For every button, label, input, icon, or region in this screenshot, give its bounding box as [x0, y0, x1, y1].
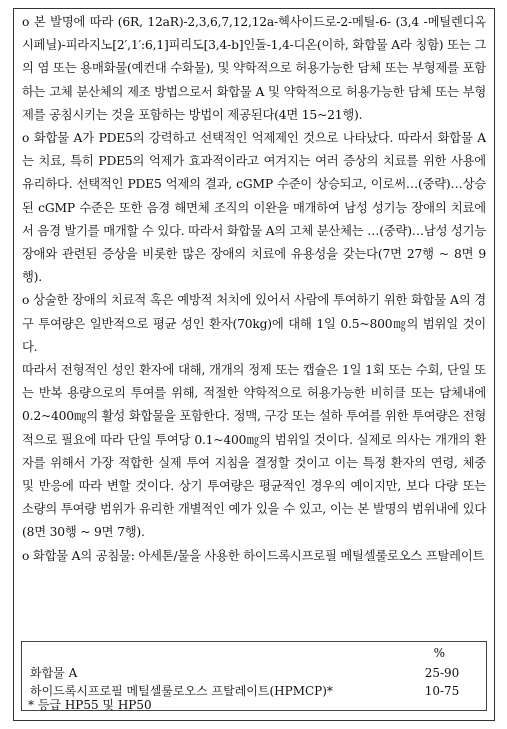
- table-footnote-row: [28, 696, 468, 714]
- document-body: [22, 11, 486, 568]
- row-label: 하이드록시프로필 메틸셀룰로오스 프탈레이트(HPMCP)*: [30, 684, 333, 698]
- unit-header: %: [433, 646, 445, 660]
- table-row: [30, 664, 468, 682]
- row-value: 10-75: [424, 684, 460, 698]
- row-value: 25-90: [424, 666, 460, 680]
- row-label: 화합물 A: [30, 666, 78, 680]
- paragraph-preparation-method: o 본 발명에 따라 (6R, 12aR)-2,3,6,7,12,12a-헥사이드로-2-메틸-6- (3,4 -메틸렌디옥시페닐)-피라지노[2′,1′:6,1]피리도[3,4-b]인돌-1,4-디온(이하, 화합물 A라 칭함) 또는 그의 염 또는 용매화물(예컨대 수화물), 및 약학적으로 허용가능한 담체 또는 부형제를 포함하는 고체 분산체의 제조 방법으로서 화합물 A 및 약학적으로 허용가능한 담체 또는 부형제를 공침시키는 것을 포함하는 방법이 제공된다(4면 15~21행).: [22, 15, 486, 122]
- composition-table: [21, 641, 487, 711]
- table-footnote: * 등급 HP55 및 HP50: [28, 698, 152, 712]
- paragraph-dosage-details: 따라서 전형적인 성인 환자에 대해, 개개의 정제 또는 캡슐은 1일 1회 또는 수회, 단일 또는 반복 용량으로의 투여를 위해, 적절한 약학적으로 허용가능한 비히클 또는 담체내에 0.2~400㎎의 활성 화합물을 포함한다. 정맥, 구강 또는 설하 투여를 위한 투여량은 전형적으로 필요에 따라 단일 투여당 0.1~400㎎의 범위일 것이다. 실제로 의사는 개개의 환자를 위해서 가장 적합한 실제 투여 지침을 결정할 것이고 이는 특정 환자의 연령, 체중 및 반응에 따라 변할 것이다. 상기 투여량은 평균적인 경우의 예이지만, 보다 다량 또는 소량의 투여량 범위가 유리한 개별적인 예가 있을 수 있고, 이는 본 발명의 범위내에 있다(8면 30행 ~ 9면 7행).: [22, 363, 486, 540]
- paragraph-oral-dose: o 상술한 장애의 치료적 혹은 예방적 처치에 있어서 사람에 투여하기 위한 화합물 A의 경구 투여량은 일반적으로 평균 성인 환자(70kg)에 대해 1일 0.5~800㎎의 범위일 것이다.: [22, 293, 486, 354]
- paragraph-coprecipitate: o 화합물 A의 공침물: 아세톤/물을 사용한 하이드록시프로필 메틸셀룰로오스 프탈레이트: [22, 548, 485, 563]
- paragraph-pde5-inhibitor: o 화합물 A가 PDE5의 강력하고 선택적인 억제제인 것으로 나타났다. 따라서 화합물 A는 치료, 특히 PDE5의 억제가 효과적이라고 여겨지는 여러 증상의 치료를 위한 사용에 유리하다. 선택적인 PDE5 억제의 결과, cGMP 수준이 상승되고, 이로써…(중략)…상승된 cGMP 수준은 또한 음경 해면체 조직의 이완을 매개하여 남성 성기능 장애의 치료에서 음경 발기를 매개할 수 있다. 따라서 화합물 A의 고체 분산체는 …(중략)…남성 성기능 장애와 관련된 증상을 비롯한 많은 장애의 치료에 유용성을 갖는다(7면 27행 ~ 8면 9행).: [22, 131, 487, 285]
- document-frame: [13, 8, 495, 721]
